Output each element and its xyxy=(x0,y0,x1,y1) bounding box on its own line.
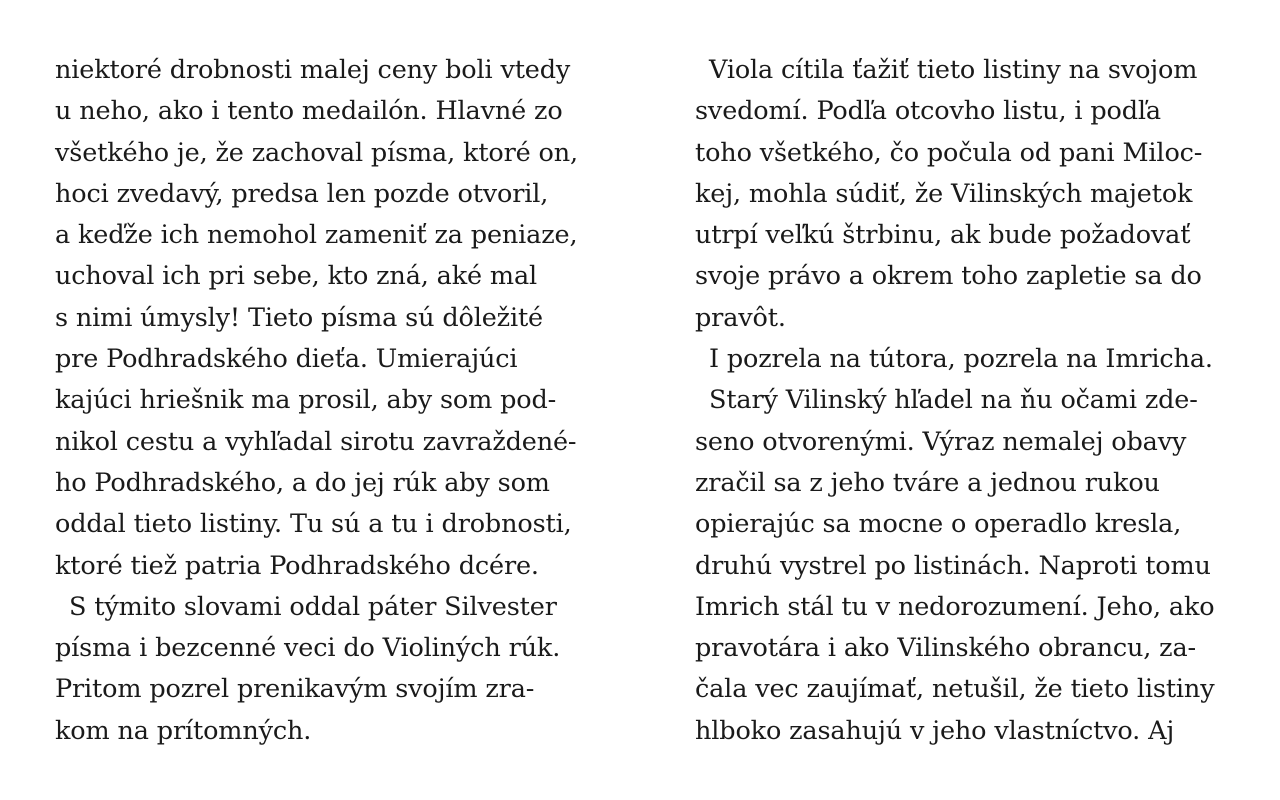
text-line: ho Podhradského, a do jej rúk aby som xyxy=(55,467,550,498)
text-line: uchoval ich pri sebe, kto zná, aké mal xyxy=(55,261,538,292)
text-line: hoci zvedavý, predsa len pozde otvoril, xyxy=(55,178,549,209)
text-line: S týmito slovami oddal páter Silvester xyxy=(69,591,557,622)
text-line: všetkého je, že zachoval písma, ktoré on, xyxy=(55,137,578,168)
text-line: nikol cestu a vyhľadal sirotu zavraždené- xyxy=(55,426,577,457)
text-line: pravotára i ako Vilinského obrancu, za- xyxy=(695,633,1196,664)
text-line: seno otvorenými. Výraz nemalej obavy xyxy=(695,426,1187,457)
text-line: svedomí. Podľa otcovho listu, i podľa xyxy=(695,96,1161,127)
left-page-column xyxy=(55,50,585,752)
text-line: opierajúc sa mocne o operadlo kresla, xyxy=(695,509,1182,540)
text-line: Imrich stál tu v nedorozumení. Jeho, ako xyxy=(695,591,1215,622)
text-line: pre Podhradského dieťa. Umierajúci xyxy=(55,344,518,375)
text-line: kej, mohla súdiť, že Vilinských majetok xyxy=(695,178,1193,209)
text-line: písma i bezcenné veci do Violiných rúk. xyxy=(55,633,561,664)
text-line: hlboko zasahujú v jeho vlastníctvo. Aj xyxy=(695,715,1175,746)
text-line: čala vec zaujímať, netušil, že tieto listiny xyxy=(695,674,1215,705)
text-line: utrpí veľkú štrbinu, ak bude požadovať xyxy=(695,220,1191,251)
text-line: druhú vystrel po listinách. Naproti tomu xyxy=(695,550,1211,581)
text-line: u neho, ako i tento medailón. Hlavné zo xyxy=(55,96,563,127)
text-line: pravôt. xyxy=(695,302,786,333)
text-line: toho všetkého, čo počula od pani Miloc- xyxy=(695,137,1203,168)
text-line: Pritom pozrel prenikavým svojím zra- xyxy=(55,674,535,705)
right-page-column xyxy=(695,50,1225,752)
text-line: I pozrela na tútora, pozrela na Imricha. xyxy=(709,344,1213,375)
text-line: oddal tieto listiny. Tu sú a tu i drobnosti, xyxy=(55,509,572,540)
text-line: svoje právo a okrem toho zapletie sa do xyxy=(695,261,1202,292)
text-line: kom na prítomných. xyxy=(55,715,312,746)
text-line: Starý Vilinský hľadel na ňu očami zde- xyxy=(709,385,1198,416)
text-line: ktoré tiež patria Podhradského dcére. xyxy=(55,550,539,581)
text-line: zračil sa z jeho tváre a jednou rukou xyxy=(695,467,1160,498)
text-line: kajúci hriešnik ma prosil, aby som pod- xyxy=(55,385,557,416)
text-line: niektoré drobnosti malej ceny boli vtedy xyxy=(55,55,571,85)
text-line: a keďže ich nemohol zameniť za peniaze, xyxy=(55,220,578,251)
text-line: Viola cítila ťažiť tieto listiny na svojom xyxy=(709,55,1198,85)
text-line: s nimi úmysly! Tieto písma sú dôležité xyxy=(55,302,544,333)
